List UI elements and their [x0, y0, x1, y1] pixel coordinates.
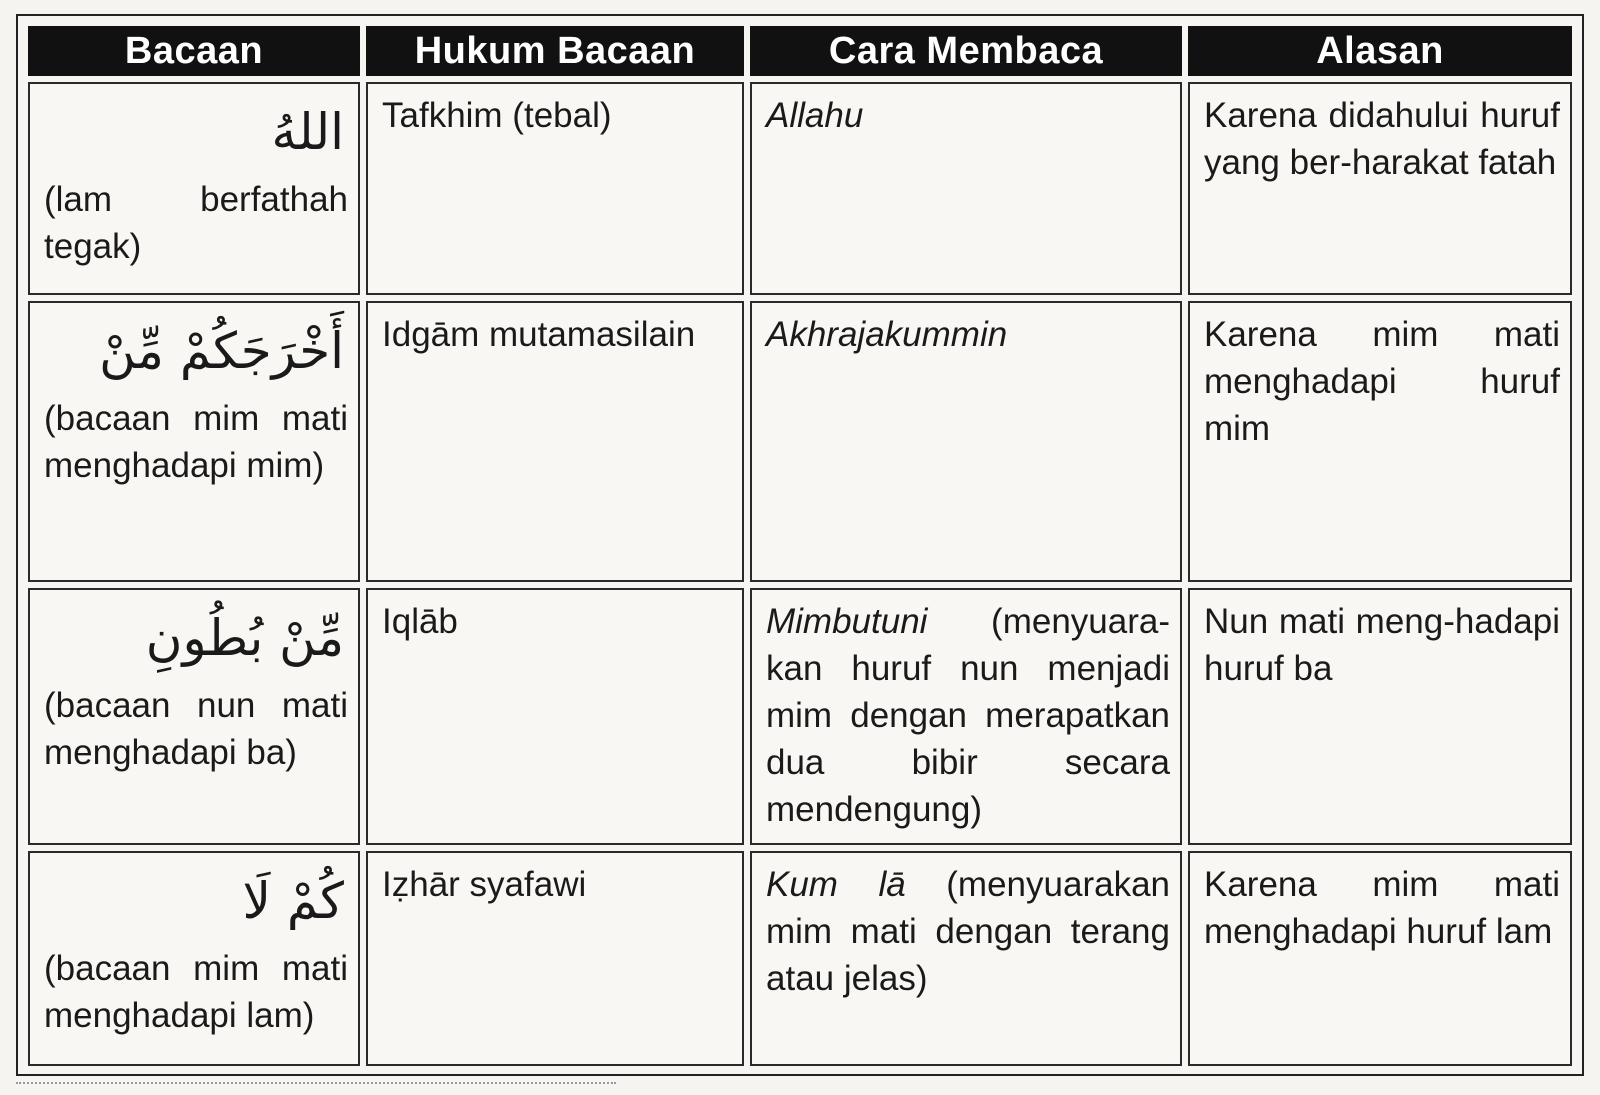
header-hukum-bacaan: Hukum Bacaan: [366, 26, 744, 76]
table-row: [28, 301, 1572, 581]
cara-rest: (menyuarakan mim mati dengan terang atau jelas): [766, 864, 1171, 998]
cara-rest: (menyuara-kan huruf nun menjadi mim dengan merapatkan dua bibir secara mendengung): [766, 601, 1170, 829]
bacaan-description: (bacaan nun mati menghadapi ba): [44, 685, 348, 772]
page-bottom-edge: [16, 1082, 616, 1094]
arabic-text: مِّنْ بُطُونِ: [145, 608, 344, 667]
cell-hukum: Idgām mutamasilain: [366, 301, 744, 581]
cell-bacaan: [28, 301, 360, 581]
cara-italic: Mimbutuni: [766, 601, 928, 641]
cara-italic: Kum lā: [766, 864, 906, 904]
cell-cara: [750, 301, 1182, 581]
cell-cara: [750, 588, 1182, 845]
table-row: [28, 851, 1572, 1066]
arabic-text: كُمْ لَا: [242, 871, 344, 930]
cell-bacaan: [28, 588, 360, 845]
cell-hukum: Iqlāb: [366, 588, 744, 845]
tajwid-table: [22, 20, 1578, 1072]
bacaan-description: (bacaan mim mati menghadapi lam): [44, 948, 348, 1035]
bacaan-description: (bacaan mim mati menghadapi mim): [44, 399, 348, 486]
bacaan-description: (lam berfathah tegak): [44, 180, 348, 266]
cell-bacaan: [28, 851, 360, 1066]
arabic-text: اللهُ: [271, 103, 344, 161]
cell-alasan: Karena mim mati menghadapi huruf lam: [1188, 851, 1572, 1066]
header-row: [28, 26, 1572, 76]
arabic-text: أَخْرَجَكُمْ مِّنْ: [99, 322, 344, 381]
header-alasan: Alasan: [1188, 26, 1572, 76]
cell-alasan: Nun mati meng-hadapi huruf ba: [1188, 588, 1572, 845]
cell-hukum: Iẓhār syafawi: [366, 851, 744, 1066]
cara-italic: Allahu: [766, 96, 864, 135]
table-row: [28, 82, 1572, 295]
table-row: [28, 588, 1572, 845]
cara-italic: Akhrajakummin: [766, 315, 1008, 355]
header-bacaan: Bacaan: [28, 26, 360, 76]
header-cara-membaca: Cara Membaca: [750, 26, 1182, 76]
cell-alasan: Karena didahului huruf yang ber-harakat fatah: [1188, 82, 1572, 295]
cell-cara: [750, 82, 1182, 295]
cell-alasan: Karena mim mati menghadapi huruf mim: [1188, 301, 1572, 581]
cell-hukum: Tafkhim (tebal): [366, 82, 744, 295]
cell-cara: [750, 851, 1182, 1066]
cell-bacaan: [28, 82, 360, 295]
